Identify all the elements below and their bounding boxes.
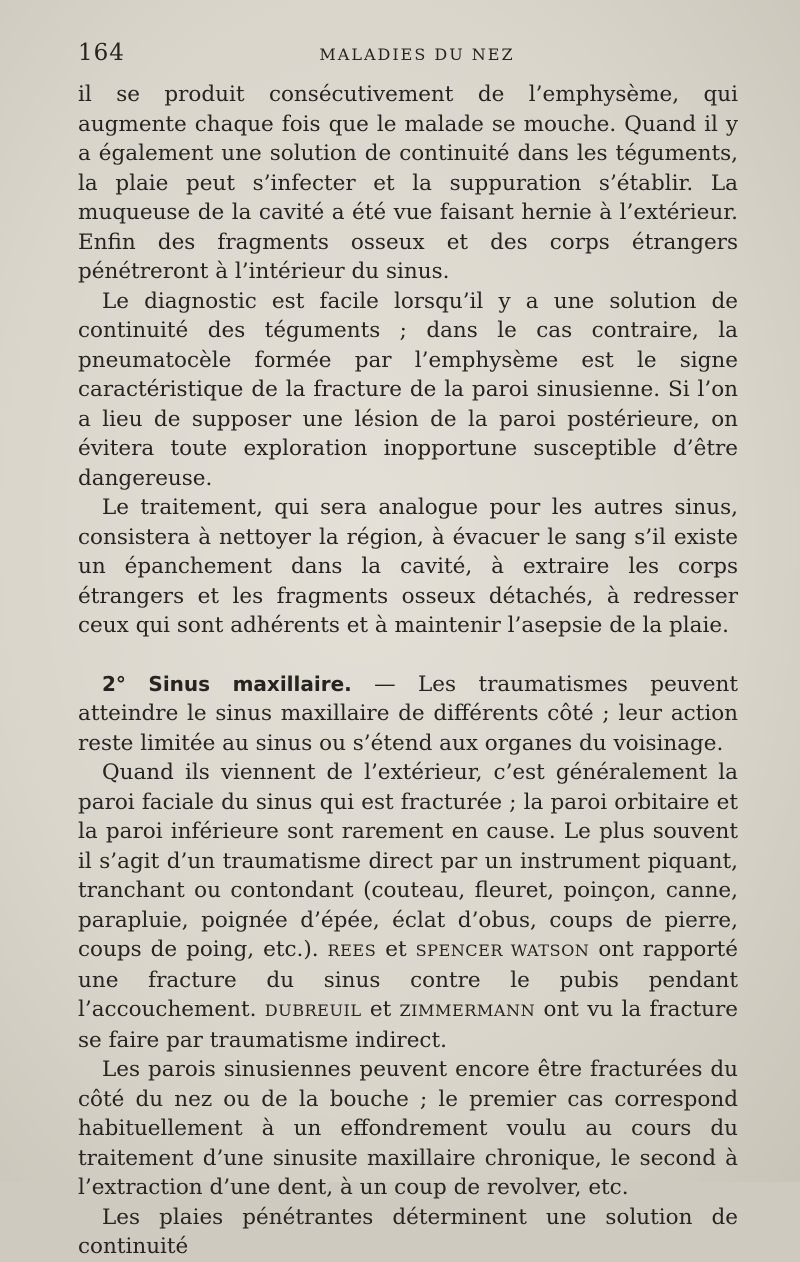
paragraph-maxillary-intro — [78, 670, 738, 759]
page-number: 164 — [78, 40, 125, 66]
external-trauma-text: Quand ils viennent de l’extérieur, c’est généralement la paroi faciale du sinus qui est fracturée ; la paroi orbitaire et la paroi inférieure sont rarement en cause. Le plus souvent il s’agit d’un traumatisme direct par un instrument piquant, tranchant ou contondant (couteau, fleuret, poinçon, canne, parapluie, poignée d’épée, éclat d’obus, coups de pierre, coups de poing, etc.). — [78, 760, 738, 962]
connector-text: et — [376, 937, 416, 962]
running-head — [78, 40, 736, 68]
author-name: SPENCER WATSON — [415, 941, 590, 960]
author-name: DUBREUIL — [264, 1001, 362, 1020]
connector-text: et — [361, 997, 400, 1022]
paragraph-treatment: Le traitement, qui sera analogue pour les autres sinus, consistera à nettoyer la région, à évacuer le sang s’il existe un épanchement dans la cavité, à extraire les corps étrangers et les fragments osseux détachés, à redresser ceux qui sont adhérents et à maintenir l’asepsie de la plaie. — [78, 495, 738, 638]
section-heading: 2° Sinus maxillaire. — [102, 671, 352, 696]
author-name: ZIMMERMANN — [399, 1001, 536, 1020]
connector-text: ont rapporté une fracture du sinus contre le pubis pendant l’accouchement. — [78, 937, 738, 1022]
paragraph-diagnosis: Le diagnostic est facile lorsqu’il y a une solution de continuité des téguments ; dans le cas contraire, la pneumatocèle formée par l’emphysème est le signe caractéristique de la fracture de la paroi sinusienne. Si l’on a lieu de supposer une lésion de la paroi postérieure, on évitera toute exploration inopportune susceptible d’être dangereuse. — [78, 288, 738, 491]
connector-text: ont vu la fracture se faire par traumatisme indirect. — [78, 997, 738, 1053]
paragraph-emphysema: il se produit consécutivement de l’emphysème, qui augmente chaque fois que le malade se mouche. Quand il y a également une solution de continuité dans les téguments, la plaie peut s’infecter et la suppuration s’établir. La muqueuse de la cavité a été vue faisant hernie à l’extérieur. Enfin des fragments osseux et des corps étrangers pénétreront à l’intérieur du sinus. — [78, 82, 738, 284]
running-title: MALADIES DU NEZ — [319, 45, 515, 64]
paragraph-penetrating-wounds: Les plaies pénétrantes déterminent une solution de continuité — [78, 1204, 738, 1259]
paragraph-nasal-oral: Les parois sinusiennes peuvent encore être fracturées du côté du nez ou de la bouche ; le premier cas correspond habituellement à un effondrement voulu au cours du traitement d’une sinusite maxillaire chronique, le second à l’extraction d’une dent, à un coup de revolver, etc. — [78, 1057, 738, 1200]
body-text — [78, 80, 738, 1262]
section-intro-text: — Les traumatismes peuvent atteindre le sinus maxillaire de différents côté ; leur action reste limitée au sinus ou s’étend aux organes du voisinage. — [78, 671, 738, 756]
paragraph-external-trauma — [78, 758, 738, 1055]
author-name: REES — [327, 941, 377, 960]
